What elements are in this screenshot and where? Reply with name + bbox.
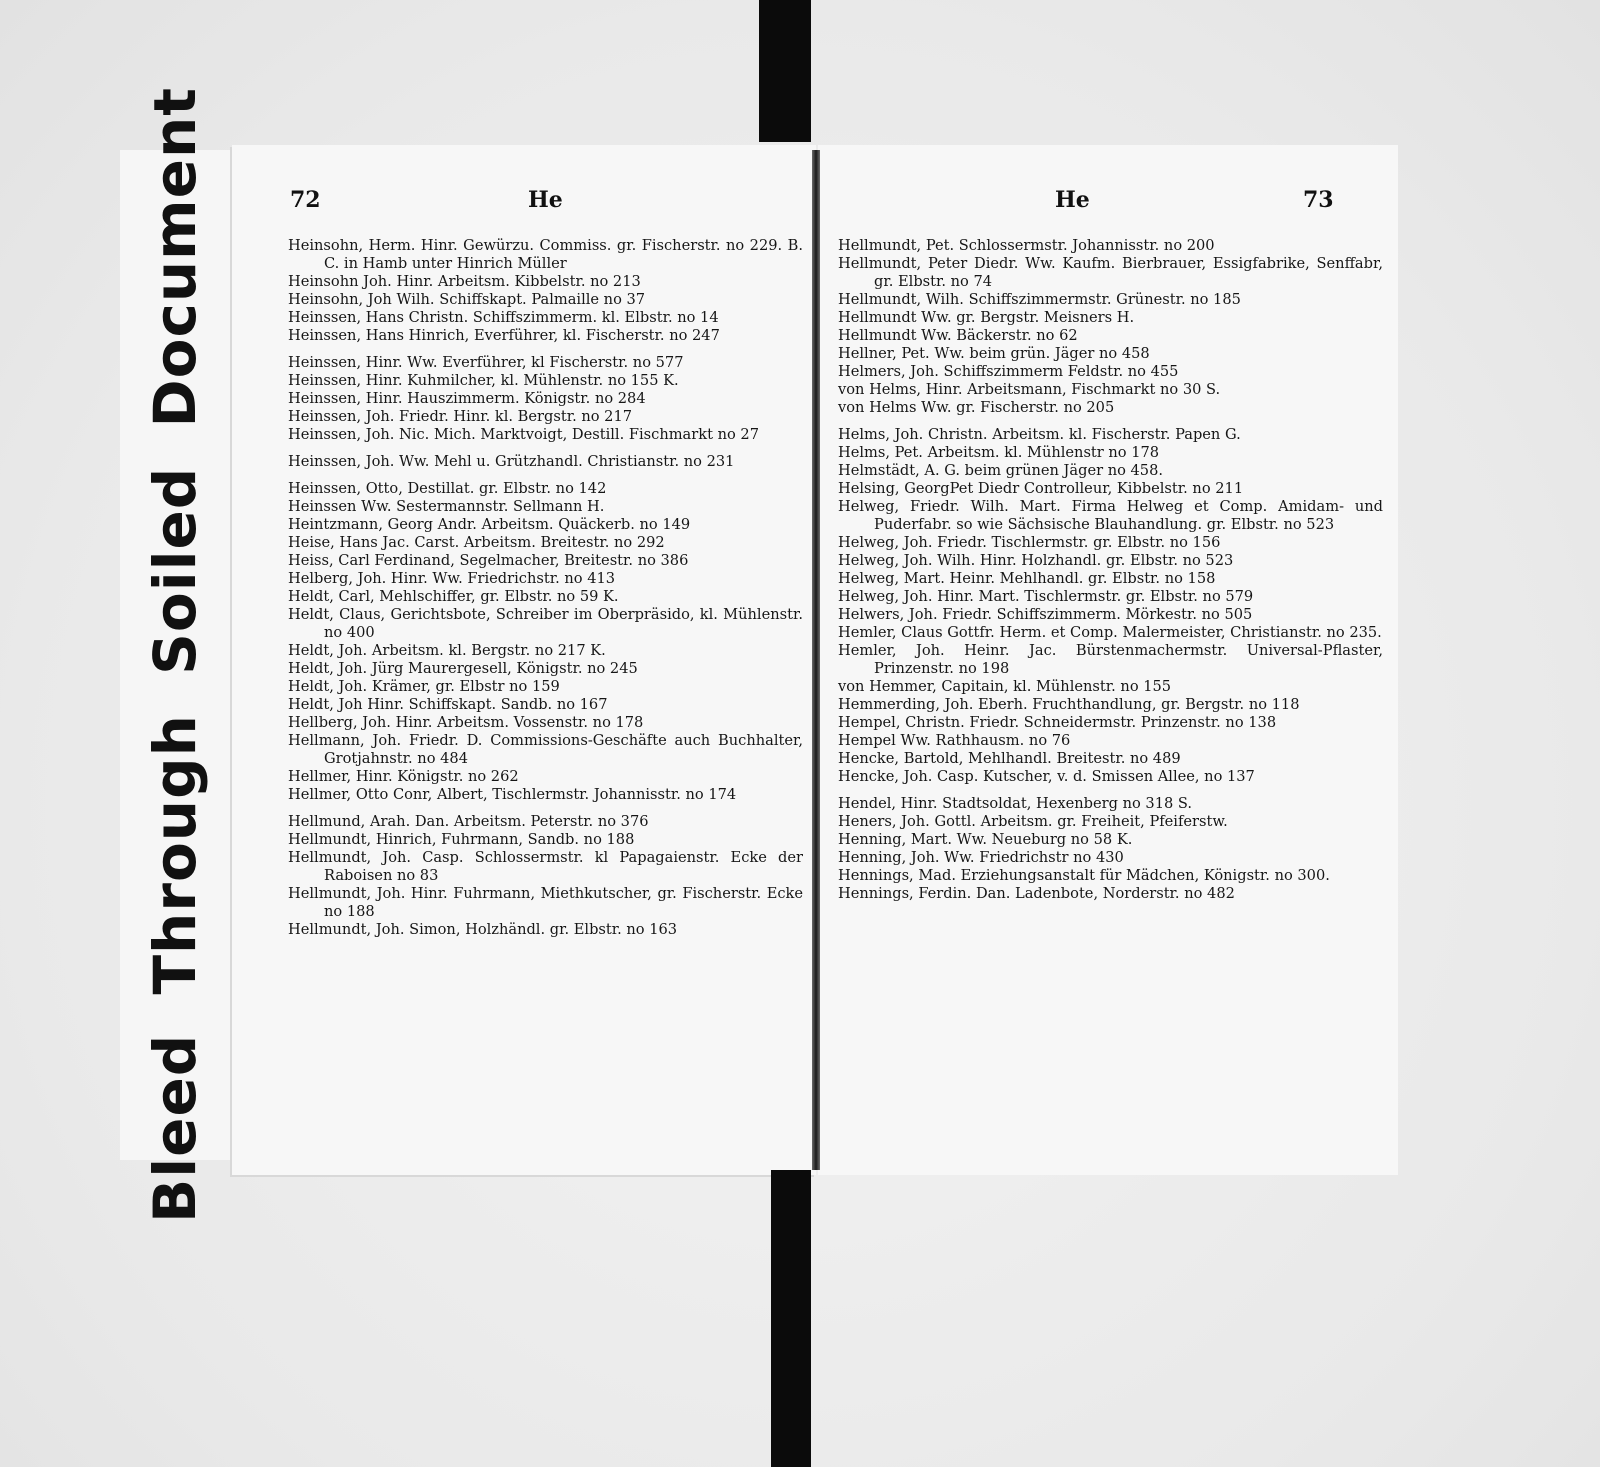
directory-entry: Heinsohn, Joh Wilh. Schiffskapt. Palmaille no 37 bbox=[288, 291, 646, 308]
directory-entry: Helweg, Joh. Friedr. Tischlermstr. gr. Elbstr. no 156 bbox=[838, 534, 1221, 551]
directory-entry: Hellmundt Ww. Bäckerstr. no 62 bbox=[838, 327, 1078, 344]
directory-entry: Hemler, Claus Gottfr. Herm. et Comp. Malermeister, Christianstr. no 235. bbox=[838, 624, 1382, 641]
directory-entry: Helmers, Joh. Schiffszimmerm Feldstr. no 455 bbox=[838, 363, 1179, 380]
directory-entry: Hemmerding, Joh. Eberh. Fruchthandlung, gr. Bergstr. no 118 bbox=[838, 696, 1300, 713]
directory-entry: Helweg, Friedr. Wilh. Mart. Firma Helweg et Comp. Amidam- und Puderfabr. so wie Sächsische Blauhandlung. gr. Elbstr. no 523 bbox=[838, 498, 1383, 533]
label-text: Bleed Through Soiled Document bbox=[141, 87, 209, 1223]
directory-entry: Helberg, Joh. Hinr. Ww. Friedrichstr. no 413 bbox=[288, 570, 616, 587]
directory-entry: Hellmundt, Joh. Simon, Holzhändl. gr. Elbstr. no 163 bbox=[288, 921, 678, 938]
directory-entry: Hempel Ww. Rathhausm. no 76 bbox=[838, 732, 1071, 749]
directory-entry: Heinssen, Joh. Ww. Mehl u. Grützhandl. Christianstr. no 231 bbox=[288, 453, 735, 470]
directory-entry: Heintzmann, Georg Andr. Arbeitsm. Quäckerb. no 149 bbox=[288, 516, 691, 533]
directory-entry: Heinssen Ww. Sestermannstr. Sellmann H. bbox=[288, 498, 605, 515]
directory-entry: Henning, Joh. Ww. Friedrichstr no 430 bbox=[838, 849, 1124, 866]
directory-entry: Hendel, Hinr. Stadtsoldat, Hexenberg no 318 S. bbox=[838, 795, 1193, 812]
directory-entry: Hellmundt, Peter Diedr. Ww. Kaufm. Bierbrauer, Essigfabrike, Senffabr, gr. Elbstr. no 74 bbox=[838, 255, 1383, 290]
directory-entry: Heise, Hans Jac. Carst. Arbeitsm. Breitestr. no 292 bbox=[288, 534, 665, 551]
directory-entry: Heinssen, Hans Hinrich, Everführer, kl. Fischerstr. no 247 bbox=[288, 327, 720, 344]
directory-entry: Heldt, Joh. Krämer, gr. Elbstr no 159 bbox=[288, 678, 560, 695]
directory-entry: Hellmundt, Pet. Schlossermstr. Johannisstr. no 200 bbox=[838, 237, 1215, 254]
directory-entry: Hencke, Joh. Casp. Kutscher, v. d. Smissen Allee, no 137 bbox=[838, 768, 1255, 785]
directory-entry: Heinssen, Hans Christn. Schiffszimmerm. kl. Elbstr. no 14 bbox=[288, 309, 719, 326]
directory-entry: Helms, Joh. Christn. Arbeitsm. kl. Fischerstr. Papen G. bbox=[838, 426, 1241, 443]
directory-entries bbox=[288, 237, 803, 939]
directory-entry: Helsing, GeorgPet Diedr Controlleur, Kibbelstr. no 211 bbox=[838, 480, 1244, 497]
directory-entry: Hencke, Bartold, Mehlhandl. Breitestr. no 489 bbox=[838, 750, 1181, 767]
directory-entry: Helms, Pet. Arbeitsm. kl. Mühlenstr no 178 bbox=[838, 444, 1160, 461]
directory-entry: Heinssen, Joh. Nic. Mich. Marktvoigt, Destill. Fischmarkt no 27 bbox=[288, 426, 759, 443]
directory-entry: Heinssen, Hinr. Ww. Everführer, kl Fischerstr. no 577 bbox=[288, 354, 684, 371]
directory-entry: Hemler, Joh. Heinr. Jac. Bürstenmachermstr. Universal-Pflaster, Prinzenstr. no 198 bbox=[838, 642, 1383, 677]
directory-entry: Hellmer, Otto Conr, Albert, Tischlermstr. Johannisstr. no 174 bbox=[288, 786, 737, 803]
right-page-header bbox=[818, 187, 1398, 217]
binding-tape-bottom bbox=[771, 1170, 811, 1467]
directory-entry: Heldt, Joh Hinr. Schiffskapt. Sandb. no 167 bbox=[288, 696, 608, 713]
directory-entry: Hellmundt, Wilh. Schiffszimmermstr. Grünestr. no 185 bbox=[838, 291, 1241, 308]
directory-entry: Helweg, Mart. Heinr. Mehlhandl. gr. Elbstr. no 158 bbox=[838, 570, 1216, 587]
directory-entry: Heinssen, Hinr. Kuhmilcher, kl. Mühlenstr. no 155 K. bbox=[288, 372, 679, 389]
directory-entry: Henning, Mart. Ww. Neueburg no 58 K. bbox=[838, 831, 1133, 848]
running-head: He bbox=[1055, 187, 1090, 213]
directory-entry: Helwers, Joh. Friedr. Schiffszimmerm. Mörkestr. no 505 bbox=[838, 606, 1253, 623]
page-number: 73 bbox=[1303, 187, 1334, 213]
page-number: 72 bbox=[290, 187, 321, 213]
directory-entry: Hellner, Pet. Ww. beim grün. Jäger no 458 bbox=[838, 345, 1150, 362]
directory-entry: Hellberg, Joh. Hinr. Arbeitsm. Vossenstr. no 178 bbox=[288, 714, 644, 731]
book-gutter bbox=[812, 150, 820, 1170]
directory-entry: Helweg, Joh. Wilh. Hinr. Holzhandl. gr. Elbstr. no 523 bbox=[838, 552, 1234, 569]
directory-entry: Hempel, Christn. Friedr. Schneidermstr. Prinzenstr. no 138 bbox=[838, 714, 1277, 731]
directory-entry: Heinsohn Joh. Hinr. Arbeitsm. Kibbelstr. no 213 bbox=[288, 273, 641, 290]
directory-entry: von Hemmer, Capitain, kl. Mühlenstr. no 155 bbox=[838, 678, 1172, 695]
left-page bbox=[232, 145, 816, 1175]
binding-tape-top bbox=[759, 0, 811, 142]
directory-entry: Hellmundt, Joh. Casp. Schlossermstr. kl Papagaienstr. Ecke der Raboisen no 83 bbox=[288, 849, 803, 884]
directory-entry: Heldt, Claus, Gerichtsbote, Schreiber im Oberpräsido, kl. Mühlenstr. no 400 bbox=[288, 606, 803, 641]
directory-entry: Hellmundt Ww. gr. Bergstr. Meisners H. bbox=[838, 309, 1135, 326]
directory-entry: Heldt, Joh. Arbeitsm. kl. Bergstr. no 217 K. bbox=[288, 642, 606, 659]
directory-entry: von Helms, Hinr. Arbeitsmann, Fischmarkt no 30 S. bbox=[838, 381, 1221, 398]
directory-entry: Helmstädt, A. G. beim grünen Jäger no 458. bbox=[838, 462, 1164, 479]
document-quality-label bbox=[120, 87, 230, 1223]
directory-entry: Helweg, Joh. Hinr. Mart. Tischlermstr. gr. Elbstr. no 579 bbox=[838, 588, 1254, 605]
directory-entry: Heiss, Carl Ferdinand, Segelmacher, Breitestr. no 386 bbox=[288, 552, 689, 569]
directory-entry: Heldt, Joh. Jürg Maurergesell, Königstr. no 245 bbox=[288, 660, 638, 677]
directory-entry: Heinsohn, Herm. Hinr. Gewürzu. Commiss. gr. Fischerstr. no 229. B. C. in Hamb unter Hinrich Müller bbox=[288, 237, 803, 272]
directory-entry: Hellmer, Hinr. Königstr. no 262 bbox=[288, 768, 519, 785]
directory-entry: Hennings, Ferdin. Dan. Ladenbote, Norderstr. no 482 bbox=[838, 885, 1235, 902]
running-head: He bbox=[528, 187, 563, 213]
directory-entry: von Helms Ww. gr. Fischerstr. no 205 bbox=[838, 399, 1115, 416]
directory-entry: Hellmundt, Joh. Hinr. Fuhrmann, Miethkutscher, gr. Fischerstr. Ecke no 188 bbox=[288, 885, 803, 920]
directory-entry: Hellmann, Joh. Friedr. D. Commissions-Geschäfte auch Buchhalter, Grotjahnstr. no 484 bbox=[288, 732, 803, 767]
left-page-header bbox=[232, 187, 816, 217]
directory-entry: Heinssen, Otto, Destillat. gr. Elbstr. no 142 bbox=[288, 480, 607, 497]
directory-entry: Hellmund, Arah. Dan. Arbeitsm. Peterstr. no 376 bbox=[288, 813, 649, 830]
right-page bbox=[818, 145, 1398, 1175]
directory-entry: Heinssen, Joh. Friedr. Hinr. kl. Bergstr. no 217 bbox=[288, 408, 633, 425]
directory-entry: Heners, Joh. Gottl. Arbeitsm. gr. Freiheit, Pfeiferstw. bbox=[838, 813, 1228, 830]
directory-entry: Heldt, Carl, Mehlschiffer, gr. Elbstr. no 59 K. bbox=[288, 588, 619, 605]
directory-entry: Heinssen, Hinr. Hauszimmerm. Königstr. no 284 bbox=[288, 390, 646, 407]
directory-entry: Hennings, Mad. Erziehungsanstalt für Mädchen, Königstr. no 300. bbox=[838, 867, 1330, 884]
directory-entry: Hellmundt, Hinrich, Fuhrmann, Sandb. no 188 bbox=[288, 831, 635, 848]
directory-entries bbox=[838, 237, 1383, 903]
